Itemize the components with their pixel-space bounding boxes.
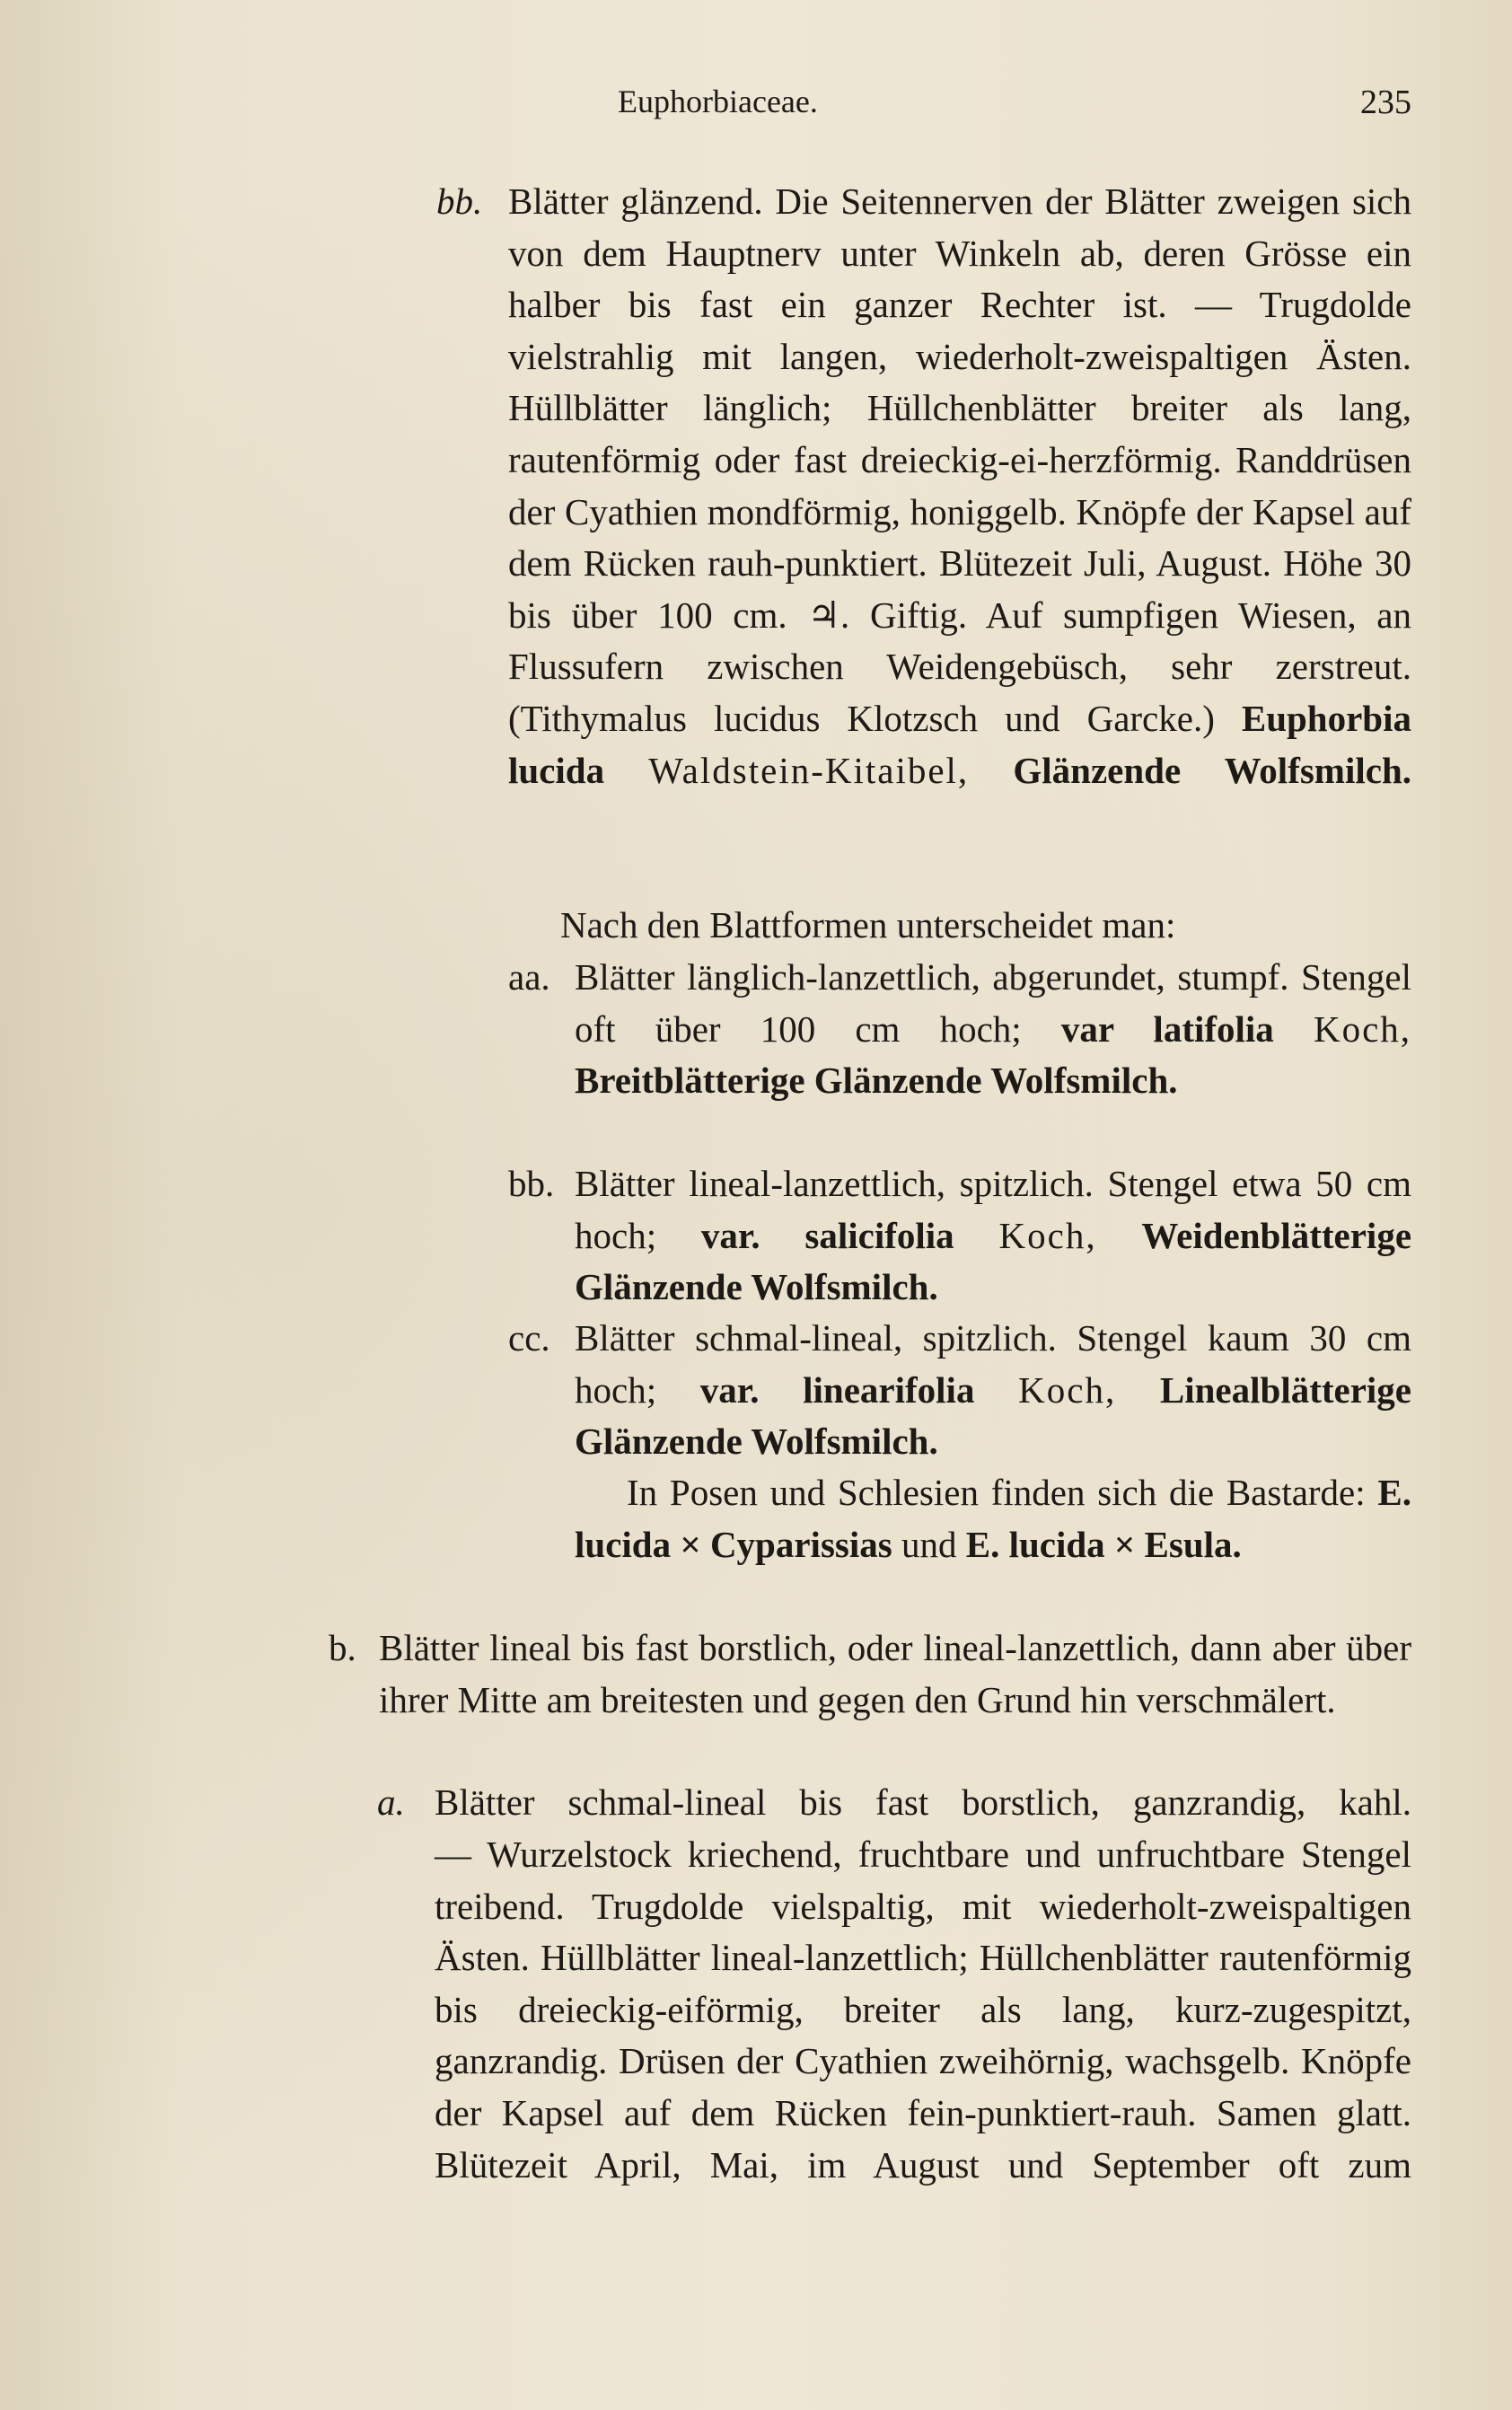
variety-aa-name: var latifolia: [1060, 1007, 1274, 1050]
variety-bb-author: Koch,: [998, 1214, 1097, 1256]
section-a-first-line: Blätter schmal-lineal bis fast borstlich, ganzrandig, kahl.: [435, 1781, 1411, 1823]
variety-cc-common-name: Linealblätterige Glänzende Wolfsmilch.: [575, 1368, 1412, 1463]
running-head: Euphorbiaceae.: [618, 84, 818, 119]
section-bb-paragraph: [508, 176, 1411, 796]
hybrid-1: E. lucida × Cyparissias: [575, 1472, 1412, 1565]
section-b-paragraph: Blätter lineal bis fast borstlich, oder lineal-lanzettlich, dann aber über ihrer Mitte am breitesten und gegen den Grund hin verschmälert.: [379, 1627, 1411, 1720]
section-bb-text: Blätter glänzend. Die Seitennerven der Blätter zweigen sich von dem Hauptnerv unter Winkeln ab, deren Grösse ein halber bis fast ein ganzer Rechter ist. — Trugdolde vielstrahlig mit langen, wiederholt-zweispaltigen Ästen. Hüllblätter länglich; Hüllchenblätter breiter als lang, rautenförmig oder fast dreieckig-ei-herzförmig. Randdrüsen der Cyathien mondförmig, honiggelb. Knöpfe der Kapsel auf dem Rücken rauh-punktiert. Blütezeit Juli, August. Höhe 30 bis über 100 cm. ♃. Giftig. Auf sumpfigen Wiesen, an Flussufern zwischen Weidengebüsch, sehr zerstreut. (Tithymalus lucidus Klotzsch und Garcke.): [508, 180, 1411, 739]
variety-label-aa: aa.: [508, 956, 550, 998]
hybrids-text: In Posen und Schlesien finden sich die Bastarde:: [627, 1472, 1366, 1513]
variety-label-bb: bb.: [508, 1163, 555, 1204]
hybrids-paragraph: [575, 1467, 1411, 1570]
variety-bb-common-name: Weidenblätterige Glänzende Wolfsmilch.: [575, 1214, 1412, 1308]
species-author: Waldstein-Kitaibel,: [648, 749, 970, 791]
section-label-a: a.: [377, 1781, 405, 1823]
variety-bb-name: var. salicifolia: [700, 1214, 954, 1256]
variety-aa-text: Blätter länglich-lanzettlich, abgerundet, stumpf. Stengel oft über 100 cm hoch;: [575, 956, 1411, 1050]
page-number: 235: [1360, 84, 1411, 121]
section-label-b: b.: [329, 1627, 356, 1668]
section-a-paragraph: — Wurzelstock kriechend, fruchtbare und unfruchtbare Stengel treibend. Trugdolde vielspaltig, mit wiederholt-zweispaltigen Ästen. Hüllblätter lineal-lanzettlich; Hüllchenblätter rautenförmig bis dreieckig-eiförmig, breiter als lang, kurz-zugespitzt, ganzrandig. Drüsen der Cyathien zweihörnig, wachsgelb. Knöpfe der Kapsel auf dem Rücken fein-punktiert-rauh. Samen glatt. Blütezeit April, Mai, im August und September oft zum: [435, 1834, 1411, 2186]
variety-aa-common-name: Breitblätterige Glänzende Wolfsmilch.: [575, 1060, 1178, 1102]
variety-aa-author: Koch,: [1313, 1007, 1412, 1050]
variety-bb-text: Blätter lineal-lanzettlich, spitzlich. Stengel etwa 50 cm hoch;: [575, 1163, 1411, 1256]
variety-cc-paragraph: [575, 1313, 1411, 1468]
species-name: Euphorbia lucida: [508, 697, 1411, 791]
variety-cc-author: Koch,: [1018, 1368, 1117, 1411]
hybrid-conjunction: und: [901, 1523, 957, 1565]
section-label-bb: bb.: [436, 180, 483, 222]
species-common-name: Glänzende Wolfsmilch.: [1013, 749, 1411, 791]
variety-aa-paragraph: [575, 952, 1411, 1107]
variety-cc-text: Blätter schmal-lineal, spitzlich. Stengel kaum 30 cm hoch;: [575, 1317, 1411, 1411]
varieties-intro: Nach den Blattformen unterscheidet man:: [560, 904, 1176, 946]
variety-bb-paragraph: [575, 1158, 1411, 1314]
variety-cc-name: var. linearifolia: [699, 1368, 975, 1411]
hybrid-2: E. lucida × Esula.: [965, 1523, 1242, 1565]
variety-label-cc: cc.: [508, 1317, 550, 1359]
